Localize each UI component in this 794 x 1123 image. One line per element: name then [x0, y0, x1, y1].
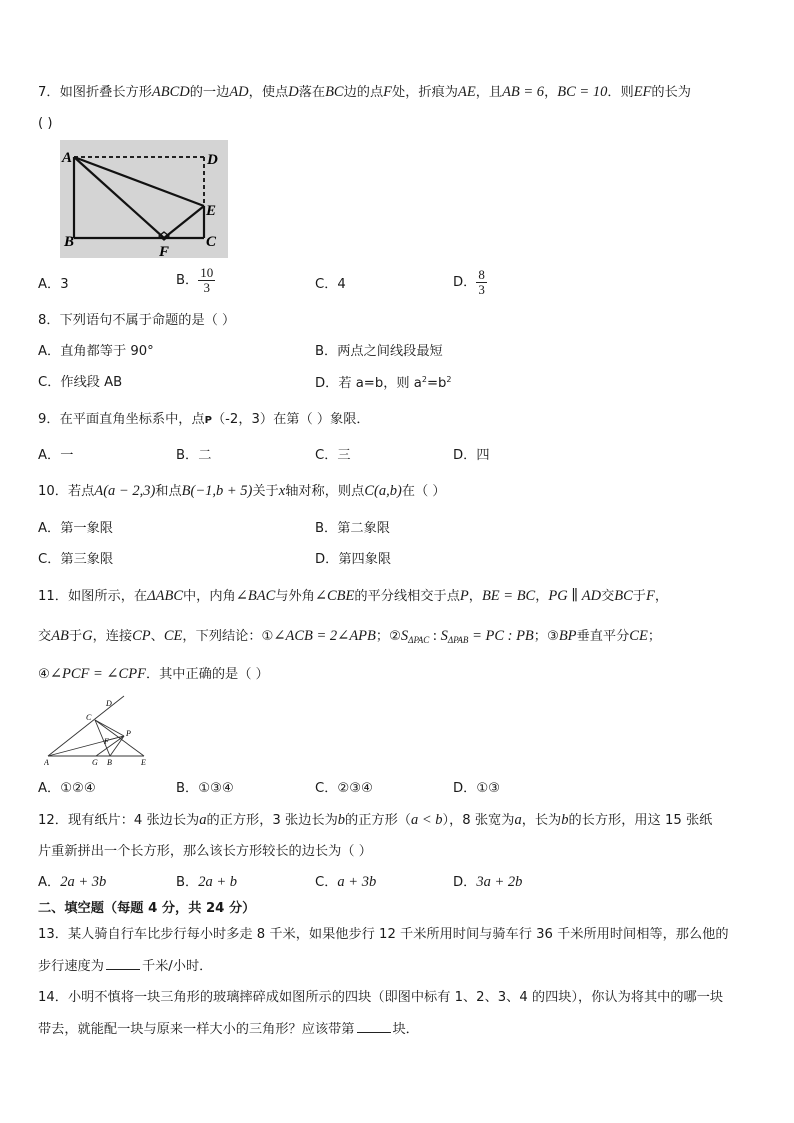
fraction-8-3: $\frac{8}{3}$ [478, 267, 485, 298]
label-g: G [92, 758, 98, 767]
label-b: B [64, 234, 75, 250]
q10-option-a: A．第一象限 [38, 521, 113, 536]
segment-fe [164, 206, 204, 238]
q10-stem: 10．若点A(a − 2,3)和点B(−1,b + 5)关于x轴对称，则点C(a,b)在（ ） [38, 483, 446, 499]
line-gp [96, 736, 124, 756]
q11-line2: 交AB于G，连接CP、CE，下列结论：①∠ACB = 2∠APB；$②S_{\Delta PAC}$ : $S_{\Delta PAB}$ = PC : PB；③BP垂直平分CE； [38, 628, 661, 645]
q13-line1: 13．某人骑自行车比步行每小时多走 8 千米，如果他步行 12 千米所用时间与骑车行 36 千米所用时间相等，那么他的 [38, 927, 729, 942]
q8-option-d: D．若 a=b，则 $a^2=b^2$ [315, 375, 452, 391]
q7-option-c: C．4 [315, 277, 346, 292]
label-a: A [62, 150, 73, 166]
fraction-10-3: $\frac{10}{3}$ [200, 265, 214, 296]
q8-option-b: B．两点之间线段最短 [315, 344, 443, 359]
q10-option-b: B．第二象限 [315, 521, 390, 536]
q12-option-a: A．2a + 3b [38, 874, 107, 890]
line-cp [95, 720, 124, 736]
label-e: E [206, 203, 217, 219]
q11-option-a: A．①②④ [38, 781, 96, 796]
label-e: E [141, 758, 146, 767]
label-d: D [106, 699, 112, 708]
q7-stem: 7．如图折叠长方形ABCD的一边AD，使点D落在BC边的点F处，折痕为AE，且AB = 6，BC = 10．则EF的长为 [38, 84, 691, 100]
q9-option-c: C．三 [315, 448, 351, 463]
q11-option-c: C．②③④ [315, 781, 373, 796]
q9-option-a: A．一 [38, 448, 74, 463]
q9-option-b: B．二 [176, 448, 212, 463]
label-b: B [107, 758, 112, 767]
crease-ae [74, 157, 204, 206]
label-f: F [159, 244, 170, 258]
label-p: P [126, 729, 131, 738]
q7-option-b: B． $\frac{10}{3}$ [176, 265, 214, 296]
label-a: A [44, 758, 49, 767]
q9-option-d: D．四 [453, 448, 490, 463]
q8-option-a: A．直角都等于 90° [38, 344, 154, 359]
answer-blank[interactable] [357, 1021, 391, 1033]
q7-paren: ( ) [38, 116, 53, 131]
q7-option-d: D． $\frac{8}{3}$ [453, 267, 485, 298]
q10-option-d: D．第四象限 [315, 552, 392, 567]
label-d: D [207, 152, 218, 168]
q12-option-c: C．a + 3b [315, 874, 377, 890]
q11-figure [44, 694, 172, 768]
q7-figure [60, 140, 228, 258]
label-c: C [86, 713, 92, 722]
q11-line1: 11．如图所示，在ΔABC中，内角∠BAC与外角∠CBE的平分线相交于点P，BE = BC，PG ∥ AD交BC于F， [38, 588, 669, 604]
q11-option-b: B．①③④ [176, 781, 234, 796]
q12-option-b: B．2a + b [176, 874, 238, 890]
ray-ad [48, 696, 124, 756]
section-title-fill-in: 二、填空题（每题 4 分，共 24 分） [38, 901, 256, 916]
q14-line1: 14．小明不慎将一块三角形的玻璃摔碎成如图所示的四块（即图中标有 1、2、3、4 的四块），你认为将其中的哪一块 [38, 990, 724, 1005]
label-f: F [104, 737, 109, 746]
q7-option-a: A．3 [38, 277, 69, 292]
q8-option-c: C．作线段 AB [38, 375, 123, 390]
q12-line2: 片重新拼出一个长方形，那么该长方形较长的边长为（ ） [38, 844, 372, 859]
q7-figure-svg [60, 140, 228, 258]
q9-stem: 9．在平面直角坐标系中，点P（-2，3）在第（ ）象限． [38, 412, 370, 427]
q11-option-d: D．①③ [453, 781, 500, 796]
q14-line2: 带去，就能配一块与原来一样大小的三角形？应该带第 块． [38, 1022, 419, 1037]
label-c: C [206, 234, 217, 250]
q8-stem: 8．下列语句不属于命题的是（ ） [38, 313, 236, 328]
q10-option-c: C．第三象限 [38, 552, 114, 567]
q13-line2: 步行速度为 千米/小时． [38, 959, 213, 974]
q12-option-d: D．3a + 2b [453, 874, 523, 890]
answer-blank[interactable] [106, 958, 140, 970]
q12-line1: 12．现有纸片：4 张边长为a的正方形，3 张边长为b的正方形（a < b），8 张宽为a，长为b的长方形，用这 15 张纸 [38, 812, 713, 828]
q11-figure-svg [44, 694, 172, 768]
q11-line3: ④∠PCF = ∠CPF．其中正确的是（ ） [38, 666, 269, 682]
segment-af [74, 157, 164, 238]
